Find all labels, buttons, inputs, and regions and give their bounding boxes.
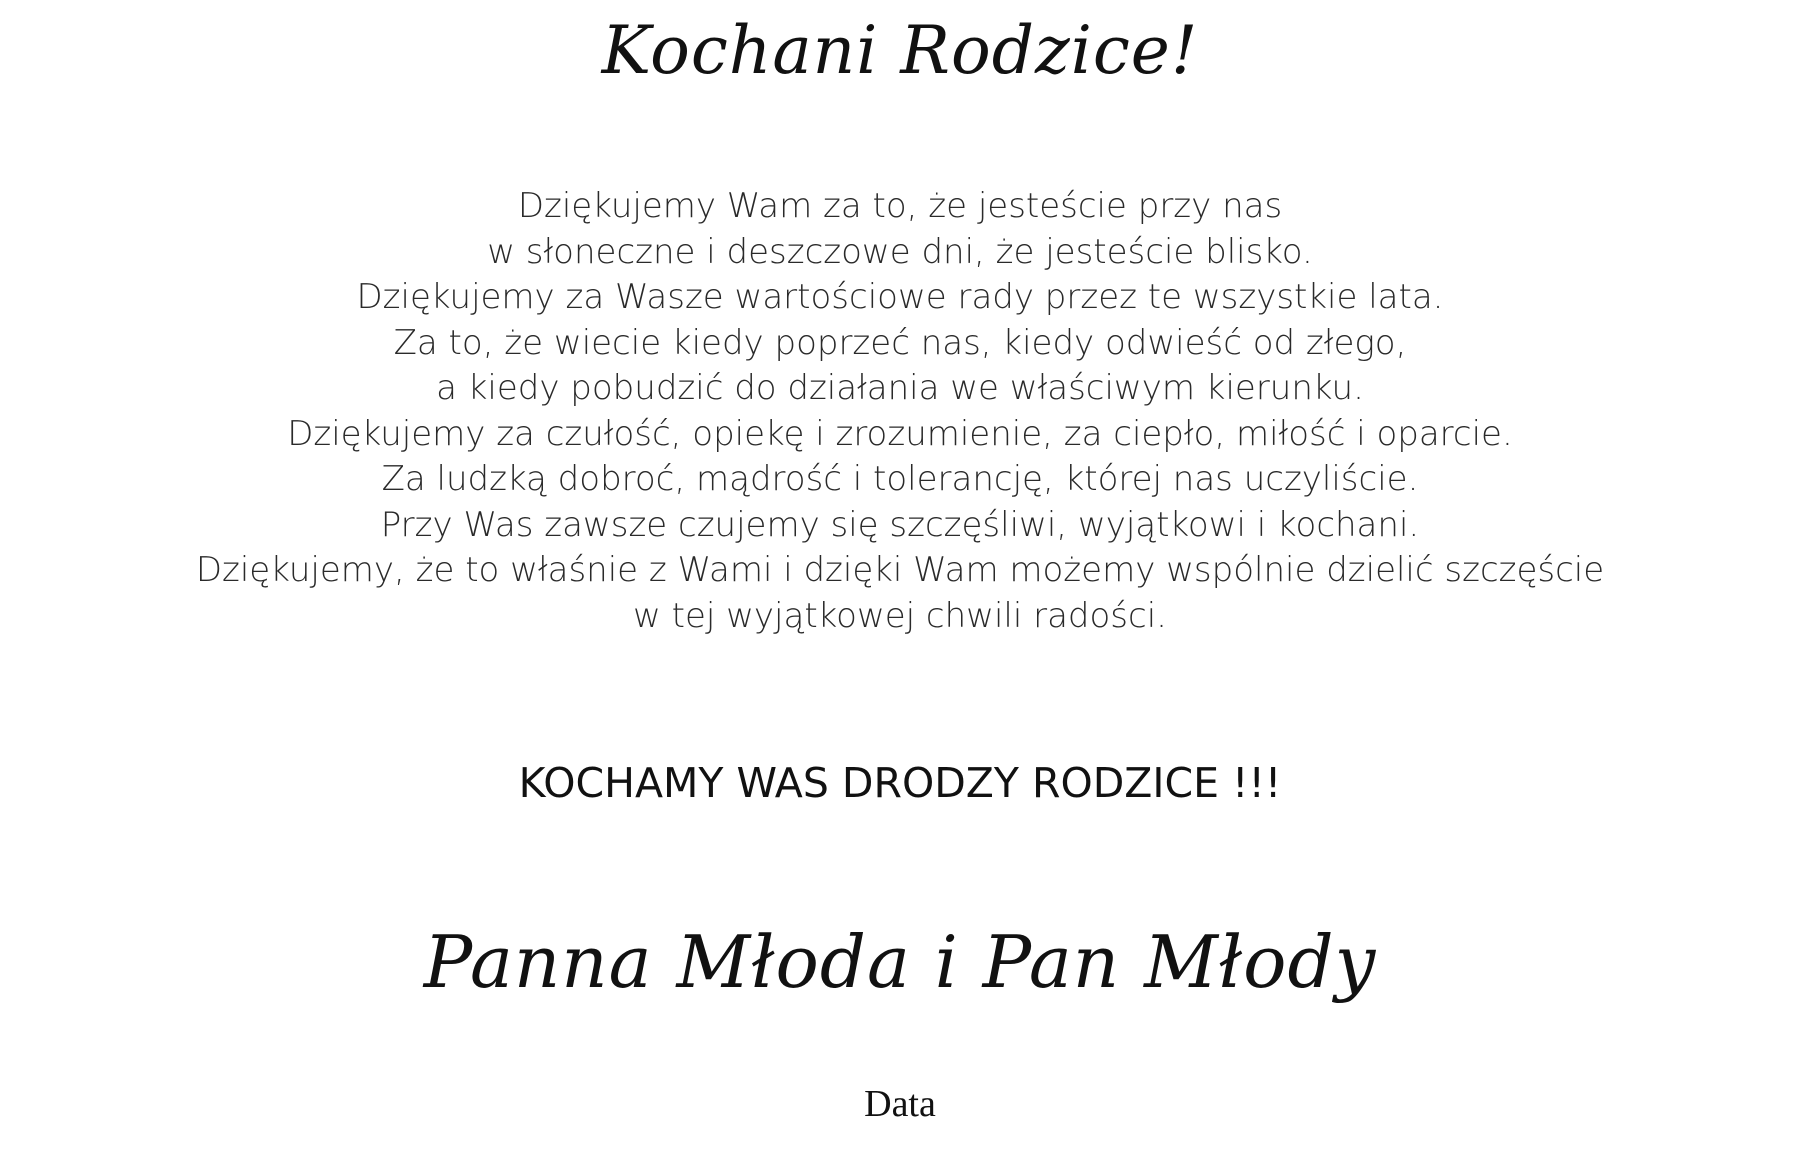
message-line: a kiedy pobudzić do działania we właściwym kierunku. <box>436 368 1364 408</box>
card-title: Kochani Rodzice! <box>601 12 1199 89</box>
message-line: Dziękujemy za Wasze wartościowe rady przez te wszystkie lata. <box>356 277 1444 317</box>
message-line: Przy Was zawsze czujemy się szczęśliwi, wyjątkowi i kochani. <box>380 504 1420 545</box>
message-line: Dziękujemy Wam za to, że jesteście przy nas <box>517 186 1283 226</box>
message-body <box>100 184 1700 639</box>
message-line: Dziękujemy, że to właśnie z Wami i dzięki Wam możemy wspólnie dzielić szczęście <box>195 550 1605 590</box>
signature: Panna Młoda i Pan Młody <box>423 920 1377 1004</box>
closing-line: KOCHAMY WAS DRODZY RODZICE !!! <box>518 759 1282 807</box>
message-line: Za to, że wiecie kiedy poprzeć nas, kiedy odwieść od złego, <box>393 322 1407 363</box>
message-line: Za ludzką dobroć, mądrość i tolerancję, której nas uczyliście. <box>381 459 1419 499</box>
message-line: Dziękujemy za czułość, opiekę i zrozumienie, za ciepło, miłość i oparcie. <box>287 413 1513 454</box>
message-line: w tej wyjątkowej chwili radości. <box>633 595 1167 636</box>
date-label: Data <box>864 1083 936 1125</box>
message-line: w słoneczne i deszczowe dni, że jesteście blisko. <box>487 231 1313 272</box>
